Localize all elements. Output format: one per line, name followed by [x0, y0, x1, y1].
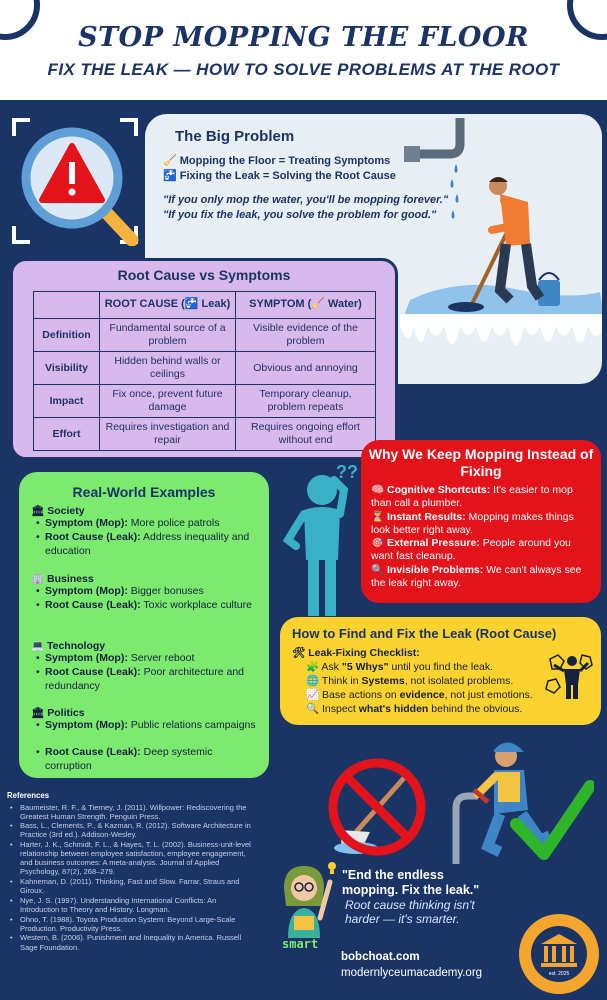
- column-header-symptom: SYMPTOM (🧹 Water): [236, 292, 376, 319]
- reference-item: • Bass, L., Clements, P., & Kazman, R. (2012). Software Architecture in Practice (3rd ed.). Addison-Wesley.: [7, 821, 255, 839]
- table-row: [34, 319, 376, 352]
- checklist-label: 🛠 Leak-Fixing Checklist:: [292, 647, 420, 659]
- reference-item: • Baumeister, R. F., & Tierney, J. (2011). Willpower: Rediscovering the Greatest Human Strength. Penguin Press.: [7, 803, 255, 821]
- smart-label: smart: [282, 937, 319, 951]
- root-vs-symptoms-card: [10, 258, 398, 460]
- table-row: [34, 352, 376, 385]
- page-subtitle: FIX THE LEAK — HOW TO SOLVE PROBLEMS AT THE ROOT: [47, 60, 560, 79]
- root-cell: Fundamental source of a problem: [100, 319, 236, 352]
- network-person-icon: [542, 645, 598, 701]
- root-cell: Fix once, prevent future damage: [100, 385, 236, 418]
- mopping-man-illustration: [400, 114, 602, 384]
- big-problem-line-mop: 🧹 Mopping the Floor = Treating Symptoms: [163, 155, 391, 167]
- symptom-cell: Requires ongoing effort without end: [236, 418, 376, 451]
- list-item: • Root Cause (Leak): Deep systemic corruption: [36, 746, 213, 772]
- list-item: 🧠 Cognitive Shortcuts: It's easier to mop than call a plumber.: [371, 484, 573, 510]
- closing-quote: "End the endless mopping. Fix the leak.": [342, 868, 480, 897]
- plumber-fixing-illustration: [444, 736, 594, 866]
- row-label: Definition: [34, 319, 100, 352]
- real-world-examples-card: [19, 472, 269, 778]
- list-item: • Symptom (Mop): Server reboot: [36, 652, 195, 664]
- reference-item: • Harter, J. K., Schmidt, F. L., & Hayes, T. L. (2002). Business-unit-level relationship between employee satisfaction, employee engagement, and business outcomes: A meta-analysis. Journal of Applied Psychology, 87(2), 268–279.: [7, 840, 255, 877]
- website-link-bobchoat[interactable]: bobchoat.com: [341, 951, 420, 963]
- row-label: Impact: [34, 385, 100, 418]
- why-we-keep-mopping-card: [361, 440, 601, 603]
- group-heading-politics: 🏛 Politics: [31, 707, 85, 719]
- big-problem-quote-1: "If you only mop the water, you'll be mopping forever.": [163, 194, 449, 206]
- list-item: • Root Cause (Leak): Toxic workplace culture: [36, 599, 252, 611]
- symptom-cell: Temporary cleanup, problem repeats: [236, 385, 376, 418]
- list-item: 📈 Base actions on evidence, not just emotions.: [306, 689, 533, 701]
- big-problem-title: The Big Problem: [175, 128, 295, 145]
- list-item: 🎯 External Pressure: People around you want fast cleanup.: [371, 537, 571, 563]
- reference-item: • Kahneman, D. (2011). Thinking, Fast and Slow. Farrar, Straus and Giroux.: [7, 877, 255, 895]
- seal-est-text: est. 2025: [548, 971, 570, 977]
- reference-item: • Nye, J. S. (1997). Understanding International Conflicts: An Introduction to Theory and History. Longman.: [7, 896, 255, 914]
- no-mopping-icon: [322, 752, 432, 862]
- root-cell: Hidden behind walls or ceilings: [100, 352, 236, 385]
- root-vs-symptoms-title: Root Cause vs Symptoms: [117, 267, 291, 283]
- table-row: [34, 418, 376, 451]
- magnifier-warning-icon: [10, 116, 140, 246]
- list-item: • Symptom (Mop): Bigger bonuses: [36, 585, 204, 597]
- header-banner: [0, 0, 607, 104]
- list-item: • Root Cause (Leak): Address inequality and education: [36, 531, 250, 557]
- list-item: • Symptom (Mop): More police patrols: [36, 517, 220, 529]
- references-title: References: [7, 791, 50, 800]
- confused-person-illustration: [282, 460, 362, 620]
- academy-seal-logo: [517, 912, 601, 996]
- page-title: STOP MOPPING THE FLOOR: [78, 22, 529, 53]
- symptom-cell: Obvious and annoying: [236, 352, 376, 385]
- table-corner-cell: [34, 292, 100, 319]
- comparison-table: [33, 291, 376, 451]
- svg-text:??: ??: [336, 462, 358, 482]
- real-world-title: Real-World Examples: [72, 484, 216, 500]
- row-label: Visibility: [34, 352, 100, 385]
- table-header-row: [34, 292, 376, 319]
- reference-item: • Ohno, T. (1988). Toyota Production System: Beyond Large-Scale Production. Productivity Press.: [7, 915, 255, 933]
- list-item: 🌐 Think in Systems, not isolated problems.: [306, 675, 514, 687]
- column-header-root-cause: ROOT CAUSE (🚰 Leak): [100, 292, 236, 319]
- group-heading-business: 🏢 Business: [31, 573, 94, 585]
- find-and-fix-card: [280, 617, 601, 725]
- list-item: 🧩 Ask "5 Whys" until you find the leak.: [306, 661, 494, 673]
- reference-item: • Western, B. (2006). Punishment and Inequality in America. Russell Sage Foundation.: [7, 933, 255, 951]
- list-item: ⏳ Instant Results: Mopping makes things look better right away.: [371, 511, 574, 537]
- symptom-cell: Visible evidence of the problem: [236, 319, 376, 352]
- table-row: [34, 385, 376, 418]
- why-title: Why We Keep Mopping Instead of Fixing: [368, 446, 594, 479]
- big-problem-line-leak: 🚰 Fixing the Leak = Solving the Root Cause: [163, 170, 396, 182]
- group-heading-technology: 💻 Technology: [31, 640, 106, 652]
- list-item: • Symptom (Mop): Public relations campaigns: [36, 719, 256, 731]
- list-item: 🔍 Invisible Problems: We can't always see the leak right away.: [371, 564, 582, 590]
- row-label: Effort: [34, 418, 100, 451]
- find-fix-title: How to Find and Fix the Leak (Root Cause): [292, 626, 557, 641]
- root-cell: Requires investigation and repair: [100, 418, 236, 451]
- big-problem-quote-2: "If you fix the leak, you solve the problem for good.": [163, 209, 437, 221]
- group-heading-society: 🏛 Society: [31, 505, 85, 517]
- website-link-academy[interactable]: modernlyceumacademy.org: [341, 967, 483, 979]
- references-section: [7, 791, 255, 952]
- list-item: 🔍 Inspect what's hidden behind the obvious.: [306, 703, 523, 715]
- closing-subtext: Root cause thinking isn't harder — it's smarter.: [345, 898, 475, 927]
- student-girl-illustration: [274, 860, 338, 940]
- list-item: • Root Cause (Leak): Poor architecture and redundancy: [36, 666, 244, 692]
